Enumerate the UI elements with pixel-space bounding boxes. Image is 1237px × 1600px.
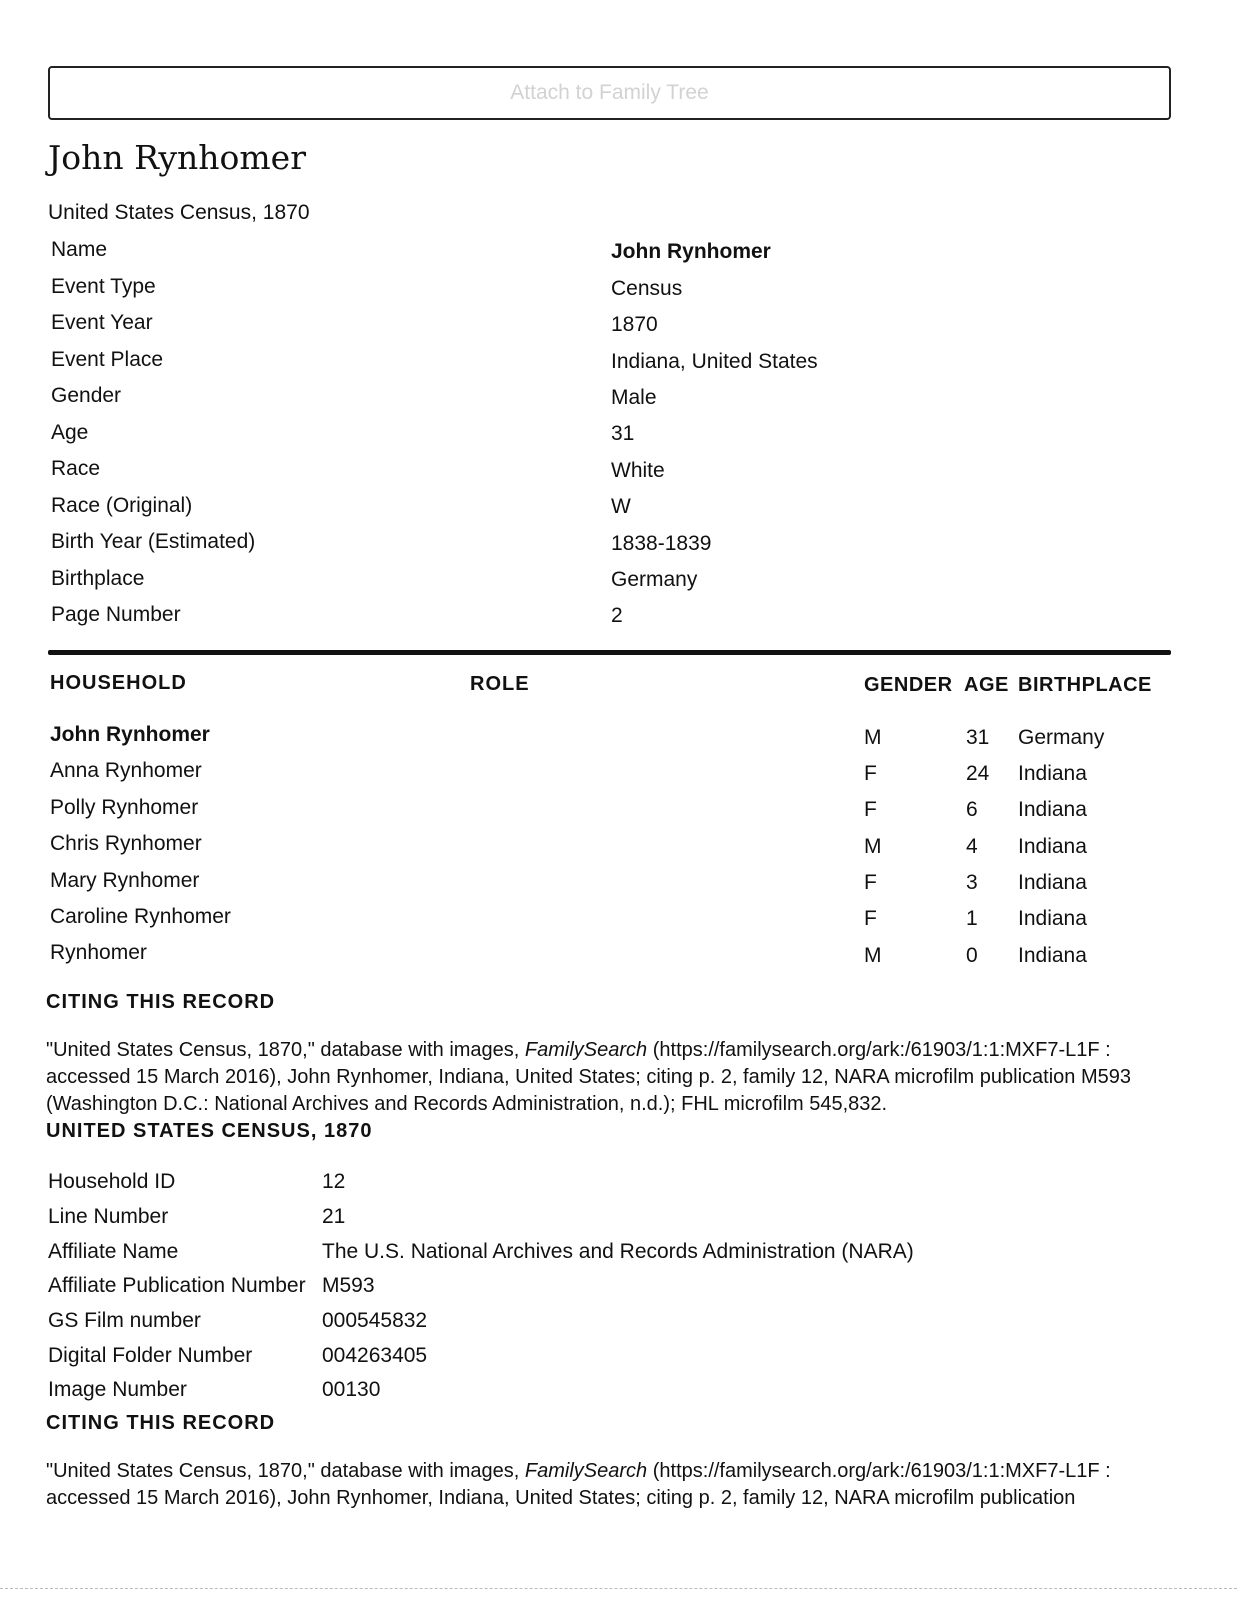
citing-record-heading: CITING THIS RECORD (46, 1412, 276, 1434)
collection-fact-value: 00130 (322, 1378, 381, 1401)
fact-label: Birthplace (51, 567, 145, 590)
household-member-age: 24 (966, 762, 990, 785)
fact-value: Male (611, 386, 657, 409)
fact-value: John Rynhomer (611, 240, 771, 263)
gender-column-header: GENDER (864, 674, 953, 696)
household-column-header: HOUSEHOLD (50, 672, 187, 694)
fact-value: 1870 (611, 313, 658, 336)
fact-label: Gender (51, 384, 122, 407)
citation-source-name: FamilySearch (524, 1039, 648, 1061)
household-member-birthplace: Indiana (1018, 944, 1087, 967)
citation-source-name: FamilySearch (524, 1460, 648, 1482)
citation-part-2: (https://familysearch.org/ark:/61903/1:1:MXF7-L1F : accessed 15 March 2016), John Rynhomer, Indiana, United States; citing p. 2, family 12, NARA microfilm publication M593 (Washington D.C.: National Archives and Records Administration, n.d.); FHL microfilm 545,832. (46, 1039, 1131, 1115)
household-member-name[interactable]: Anna Rynhomer (50, 759, 202, 782)
fact-value: Germany (611, 568, 698, 591)
fact-label: Age (51, 421, 89, 444)
collection-fact-label: GS Film number (48, 1309, 201, 1332)
household-member-name[interactable]: Chris Rynhomer (50, 832, 202, 855)
fact-label: Name (51, 238, 108, 261)
household-member-name[interactable]: Rynhomer (50, 941, 147, 964)
household-member-age: 4 (966, 835, 978, 858)
household-member-birthplace: Indiana (1018, 907, 1087, 930)
household-member-gender: F (864, 798, 877, 821)
collection-fact-label: Affiliate Name (48, 1240, 179, 1263)
collection-heading: UNITED STATES CENSUS, 1870 (46, 1120, 373, 1142)
age-column-header: AGE (964, 674, 1009, 696)
fact-value: 1838-1839 (611, 532, 712, 555)
fact-value: 2 (611, 604, 623, 627)
fact-label: Event Type (51, 275, 156, 298)
household-member-age: 0 (966, 944, 978, 967)
household-member-name[interactable]: Mary Rynhomer (50, 869, 200, 892)
fact-label: Event Year (51, 311, 153, 334)
household-member-gender: M (864, 944, 882, 967)
household-member-age: 1 (966, 907, 978, 930)
collection-fact-label: Household ID (48, 1170, 176, 1193)
collection-title: United States Census, 1870 (48, 201, 310, 224)
household-member-gender: M (864, 726, 882, 749)
household-member-gender: M (864, 835, 882, 858)
collection-fact-label: Affiliate Publication Number (48, 1274, 306, 1297)
citation-text (46, 1037, 1171, 1118)
collection-fact-value: The U.S. National Archives and Records Administration (NARA) (322, 1240, 914, 1263)
fact-value: 31 (611, 422, 635, 445)
household-member-age: 31 (966, 726, 990, 749)
fact-label: Page Number (51, 603, 181, 626)
birthplace-column-header: BIRTHPLACE (1018, 674, 1152, 696)
attach-to-family-tree-button[interactable]: Attach to Family Tree (48, 66, 1171, 120)
collection-fact-value: 004263405 (322, 1344, 428, 1367)
fact-value: Census (611, 277, 683, 300)
collection-fact-value: M593 (322, 1274, 375, 1297)
household-member-gender: F (864, 907, 877, 930)
fact-label: Race (51, 457, 101, 480)
collection-fact-value: 21 (322, 1205, 346, 1228)
citation-part-2: (https://familysearch.org/ark:/61903/1:1:MXF7-L1F : accessed 15 March 2016), John Rynhomer, Indiana, United States; citing p. 2, family 12, NARA microfilm publication (46, 1460, 1111, 1509)
household-member-name[interactable]: Polly Rynhomer (50, 796, 199, 819)
household-member-birthplace: Germany (1018, 726, 1105, 749)
citation-part-1: "United States Census, 1870," database with images, (46, 1039, 525, 1061)
citing-record-heading: CITING THIS RECORD (46, 991, 276, 1013)
section-divider (48, 650, 1171, 655)
fact-value: W (611, 495, 631, 518)
household-member-gender: F (864, 762, 877, 785)
fact-label: Birth Year (Estimated) (51, 530, 256, 553)
collection-fact-label: Line Number (48, 1205, 169, 1228)
fact-label: Event Place (51, 348, 164, 371)
household-member-birthplace: Indiana (1018, 798, 1087, 821)
household-member-gender: F (864, 871, 877, 894)
collection-fact-value: 000545832 (322, 1309, 428, 1332)
collection-fact-label: Image Number (48, 1378, 187, 1401)
household-member-birthplace: Indiana (1018, 871, 1087, 894)
role-column-header: ROLE (470, 673, 530, 695)
household-member-name[interactable]: John Rynhomer (50, 723, 210, 746)
person-name-title: John Rynhomer (48, 138, 306, 177)
household-member-name[interactable]: Caroline Rynhomer (50, 905, 231, 928)
fact-label: Race (Original) (51, 494, 193, 517)
fact-value: White (611, 459, 665, 482)
page-footer-rule (0, 1588, 1237, 1590)
collection-fact-label: Digital Folder Number (48, 1344, 253, 1367)
collection-fact-value: 12 (322, 1170, 346, 1193)
fact-value: Indiana, United States (611, 350, 818, 373)
citation-part-1: "United States Census, 1870," database with images, (46, 1460, 525, 1482)
household-member-birthplace: Indiana (1018, 762, 1087, 785)
household-member-age: 6 (966, 798, 978, 821)
household-member-age: 3 (966, 871, 978, 894)
household-member-birthplace: Indiana (1018, 835, 1087, 858)
citation-text (46, 1458, 1171, 1512)
